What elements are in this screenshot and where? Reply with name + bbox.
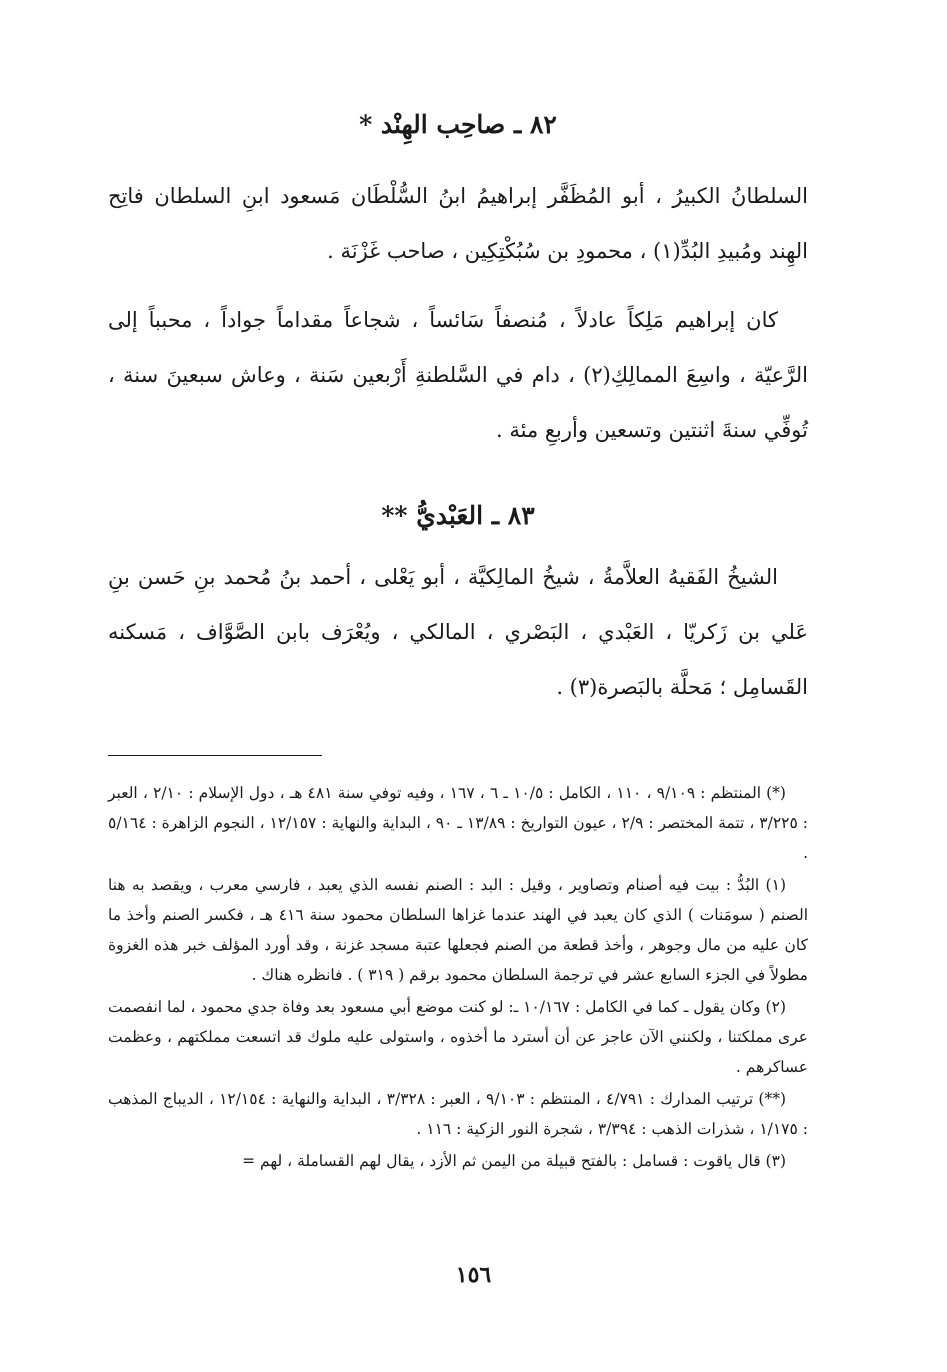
- entry-82-paragraph-2: كان إبراهيم مَلِكاً عادلاً ، مُنصفاً سَائساً ، شجاعاً مقداماً جواداً ، محبباً إلى الرَّعيّة ، واسِعَ الممالِكِ(٢) ، دام في السَّلطنةِ أَرْبعين سَنة ، وعاش سبعينَ سنة ، تُوفِّي سنةَ اثنتين وتسعين وأربعِ مئة .: [108, 308, 808, 442]
- footnote-1: (١) البُدُّ : بيت فيه أصنام وتصاوير ، وقيل : البد : الصنم نفسه الذي يعبد ، فارسي معرب ، ويقصد به هنا الصنم ( سومَنات ) الذي كان يعبد في الهند عندما غزاها السلطان محمود سنة ٤١٦ هـ ، فكسر الصنم وأخذ ما كان عليه من مال وجوهر ، وأخذ قطعة من الصنم فجعلها عتبة مسجد غزنة ، وقد أورد المؤلف خبر هذه الغزوة مطولاً في الجزء السابع عشر في ترجمة السلطان محمود برقم ( ٣١٩ ) . فانظره هناك .: [108, 876, 808, 984]
- footnote-separator: [108, 755, 322, 756]
- book-page: [108, 95, 808, 1176]
- footnote-entry-82-sources: (*) المنتظم : ٩/١٠٩ ، ١١٠ ، الكامل : ١٠/٥ ـ ٦ ، ١٦٧ ، وفيه توفي سنة ٤٨١ هـ ، دول الإسلام : ٢/١٠ ، العبر : ٣/٢٢٥ ، تتمة المختصر : ٢/٩ ، عيون التواريخ : ١٣/٨٩ ـ ٩٠ ، البداية والنهاية : ١٢/١٥٧ ، النجوم الزاهرة : ٥/١٦٤ .: [108, 784, 808, 862]
- entry-heading-83: ٨٣ ـ العَبْديُّ **: [381, 501, 535, 530]
- footnotes: [108, 778, 808, 1176]
- footnote-3: (٣) قال ياقوت : قسامل : بالفتح قبيلة من اليمن ثم الأزد ، يقال لهم القساملة ، لهم =: [242, 1152, 786, 1170]
- page-number: ١٥٦: [455, 1262, 492, 1288]
- footnote-2: (٢) وكان يقول ـ كما في الكامل : ١٠/١٦٧ ـ: لو كنت موضع أبي مسعود بعد وفاة جدي محمود ، لما انفصمت عرى مملكتنا ، ولكنني الآن عاجز عن أن أسترد ما أخذوه ، واستولى عليه ملوك قد اتسعت مملكتهم ، وعظمت عساكرهم .: [108, 998, 808, 1076]
- entry-heading-82: ٨٢ ـ صاحِب الهِنْد *: [359, 110, 557, 139]
- entry-83-paragraph-1: الشيخُ الفَقيهُ العلاَّمةُ ، شيخُ المالِكيَّة ، أبو يَعْلى ، أحمد بنُ مُحمد بنِ حَسن بنِ عَلي بن زَكريّا ، العَبْدي ، البَصْري ، المالكي ، ويُعْرَف بابن الصَّوَّاف ، مَسكنه القَسامِل ؛ مَحلَّة بالبَصرة(٣) .: [108, 565, 808, 699]
- footnote-entry-83-sources: (**) ترتيب المدارك : ٤/٧٩١ ، المنتظم : ٩/١٠٣ ، العبر : ٣/٣٢٨ ، البداية والنهاية : ١٢/١٥٤ ، الديباج المذهب : ١/١٧٥ ، شذرات الذهب : ٣/٣٩٤ ، شجرة النور الزكية : ١١٦ .: [108, 1090, 808, 1138]
- entry-82-paragraph-1: السلطانُ الكبيرُ ، أبو المُظَفَّر إبراهيمُ ابنُ السُّلْطَان مَسعود ابنِ السلطان فاتِح الهِند ومُبيدِ البُدِّ(١) ، محمودِ بن سُبُكْتِكِين ، صاحب غَزْنَة .: [108, 184, 808, 263]
